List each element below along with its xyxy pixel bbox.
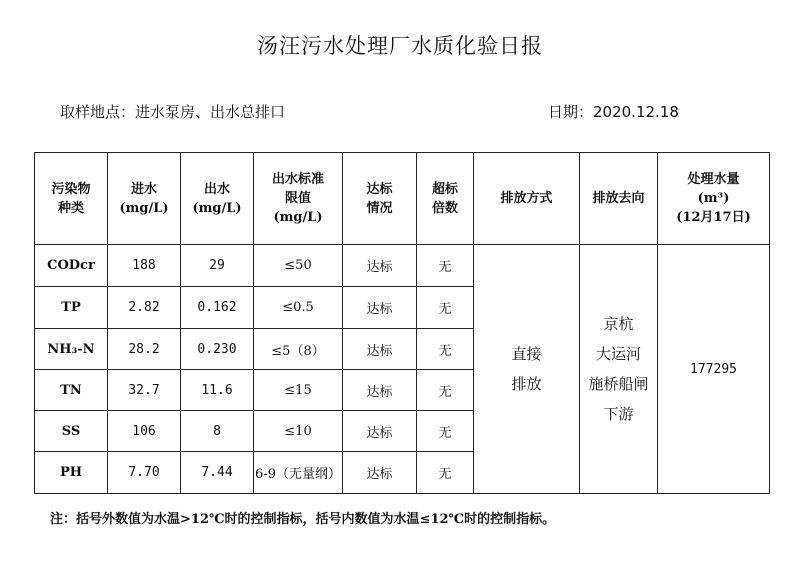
- report-title: 汤汪污水处理厂水质化验日报: [257, 34, 543, 58]
- header-discharge-method: 排放方式: [474, 153, 580, 245]
- header-outflow: 出水 (mg/L): [181, 153, 254, 245]
- standard-cell: ≤10: [254, 411, 343, 452]
- inflow-cell: 106: [108, 411, 181, 452]
- outflow-cell: 8: [181, 411, 254, 452]
- status-cell: 达标: [343, 452, 417, 494]
- standard-cell: 6-9（无量纲）: [254, 452, 343, 494]
- outflow-cell: 7.44: [181, 452, 254, 494]
- inflow-cell: 2.82: [108, 287, 181, 329]
- standard-cell: ≤5（8）: [254, 329, 343, 370]
- exceed-cell: 无: [417, 411, 474, 452]
- standard-cell: ≤0.5: [254, 287, 343, 329]
- exceed-cell: 无: [417, 245, 474, 287]
- header-pollutant: 污染物 种类: [35, 153, 108, 245]
- header-volume: 处理水量 (m³) (12月17日): [658, 153, 770, 245]
- status-cell: 达标: [343, 370, 417, 411]
- outflow-cell: 11.6: [181, 370, 254, 411]
- pollutant-cell: PH: [35, 452, 108, 494]
- discharge-method-cell: 直接 排放: [474, 245, 580, 494]
- inflow-cell: 28.2: [108, 329, 181, 370]
- header-exceed: 超标 倍数: [417, 153, 474, 245]
- status-cell: 达标: [343, 329, 417, 370]
- status-cell: 达标: [343, 411, 417, 452]
- pollutant-cell: NH₃-N: [35, 329, 108, 370]
- header-standard: 出水标准 限值 (mg/L): [254, 153, 343, 245]
- report-date: 日期：2020.12.18: [548, 103, 679, 121]
- status-cell: 达标: [343, 287, 417, 329]
- exceed-cell: 无: [417, 329, 474, 370]
- pollutant-cell: SS: [35, 411, 108, 452]
- status-cell: 达标: [343, 245, 417, 287]
- sampling-location: 取样地点：进水泵房、出水总排口: [60, 103, 286, 121]
- footnote: 注：括号外数值为水温>12℃时的控制指标，括号内数值为水温≤12℃时的控制指标。: [50, 512, 556, 527]
- outflow-cell: 0.230: [181, 329, 254, 370]
- pollutant-cell: TN: [35, 370, 108, 411]
- inflow-cell: 188: [108, 245, 181, 287]
- outflow-cell: 0.162: [181, 287, 254, 329]
- standard-cell: ≤15: [254, 370, 343, 411]
- header-status: 达标 情况: [343, 153, 417, 245]
- exceed-cell: 无: [417, 370, 474, 411]
- exceed-cell: 无: [417, 452, 474, 494]
- outflow-cell: 29: [181, 245, 254, 287]
- standard-cell: ≤50: [254, 245, 343, 287]
- header-discharge-dest: 排放去向: [580, 153, 658, 245]
- pollutant-cell: TP: [35, 287, 108, 329]
- table-row: [35, 245, 770, 287]
- volume-value-cell: 177295: [658, 245, 770, 494]
- inflow-cell: 32.7: [108, 370, 181, 411]
- pollutant-cell: CODcr: [35, 245, 108, 287]
- exceed-cell: 无: [417, 287, 474, 329]
- inflow-cell: 7.70: [108, 452, 181, 494]
- discharge-dest-cell: 京杭 大运河 施桥船闸 下游: [580, 245, 658, 494]
- header-inflow: 进水 (mg/L): [108, 153, 181, 245]
- water-quality-table: [34, 152, 770, 494]
- header-row: [35, 153, 770, 245]
